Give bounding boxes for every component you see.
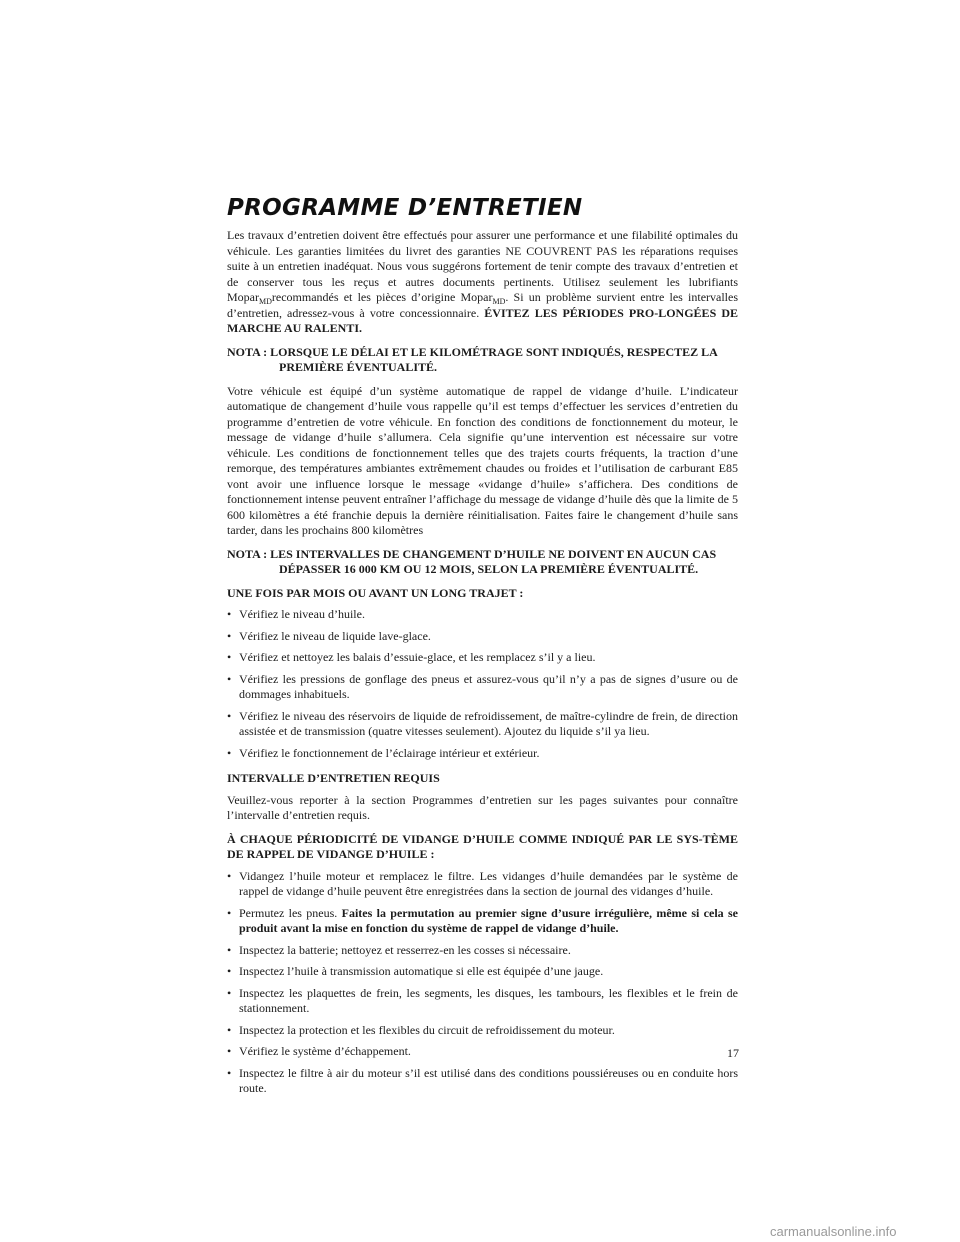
intro-warning: ÉVITEZ LES PÉRIODES PRO-LONGÉES DE MARCHE AU RALENTI. [227,305,738,335]
list-item-text: Vérifiez le système d’échappement. [239,1044,411,1058]
bullet-icon: • [227,985,232,1000]
bullet-icon: • [227,607,232,621]
list-item [227,869,738,900]
list-item [227,964,738,980]
list-item-text: Inspectez les plaquettes de frein, les segments, les disques, les tambours, les flexibles et le frein de stationnement. [239,985,738,1015]
trademark-sub-1: MD [259,297,272,306]
list-item-text: Inspectez la batterie; nettoyez et resserrez-en les cosses si nécessaire. [239,942,571,957]
interval-heading: INTERVALLE D’ENTRETIEN REQUIS [227,771,440,785]
bullet-icon: • [227,1022,232,1037]
list-item [227,746,738,762]
list-item [227,607,738,623]
list-item [227,650,738,666]
bullet-icon: • [227,942,232,957]
oilchange-list [227,869,738,1097]
list-item-text: Vérifiez le niveau de liquide lave-glace. [239,628,431,643]
intro-paragraph [227,228,738,337]
list-item [227,1066,738,1097]
list-item-text: Vérifiez et nettoyez les balais d’essuie-glace, et les remplacez s’il y a lieu. [239,650,596,664]
list-item-text: Vérifiez le niveau d’huile. [239,607,365,621]
list-item [227,709,738,740]
bullet-icon: • [227,964,232,978]
intro-text-2: recommandés et les pièces d’origine Mopar [271,290,493,304]
list-item-text: Permutez les pneus. [239,905,342,920]
oil-reminder-paragraph: Votre véhicule est équipé d’un système automatique de rappel de vidange d’huile. L’indicateur automatique de changement d’huile vous rappelle qu’il est temps d’effectuer les services d’entretien du programme d’entretien de votre véhicule. En fonction des conditions de fonctionnement du moteur, le message de vidange d’huile s’allumera. Cela signifie qu’une intervention est nécessaire sur votre véhicule. Les conditions de fonctionnement telles que des trajets courts fréquents, la traction d’une remorque, des températures ambiantes extrêmement chaudes ou froides et l’utilisation de carburant E85 vont avoir une influence lorsque le message «vidange d’huile» s’affichera. Des conditions de fonctionnement intense peuvent entraîner l’affichage du message de vidange d’huile dès que la limite de 5 600 kilomètres a été franchie depuis la dernière réinitialisation. Faites faire le changement d’huile sans tarder, dans les prochains 800 kilomètres [227,383,738,537]
page-number: 17 [727,1046,739,1060]
interval-text: Veuillez-vous reporter à la section Programmes d’entretien sur les pages suivantes pour connaître l’intervalle d’entretien requis. [227,792,738,822]
list-item-bold-text: Faites la permutation au premier signe d’usure irrégulière, même si cela se produit avant la mise en fonction du système de rappel de vidange d’huile. [239,905,738,935]
list-item-text: Vérifiez le fonctionnement de l’éclairage intérieur et extérieur. [239,745,540,760]
list-item [227,672,738,703]
bullet-icon: • [227,1044,232,1058]
nota-first: NOTA : LORSQUE LE DÉLAI ET LE KILOMÉTRAGE SONT INDIQUÉS, RESPECTEZ LA PREMIÈRE ÉVENTUALITÉ. [227,344,718,374]
bullet-icon: • [227,708,232,723]
document-page [227,194,738,1107]
nota-second: NOTA : LES INTERVALLES DE CHANGEMENT D’HUILE NE DOIVENT EN AUCUN CAS DÉPASSER 16 000 KM OU 12 MOIS, SELON LA PREMIÈRE ÉVENTUALITÉ. [227,546,717,576]
watermark-text: carmanualsonline.info [770,1224,897,1239]
list-item-text: Vérifiez les pressions de gonflage des pneus et assurez-vous qu’il n’y a pas de signes d’usure ou de dommages inhabituels. [239,671,738,701]
monthly-heading: UNE FOIS PAR MOIS OU AVANT UN LONG TRAJET : [227,585,524,600]
list-item [227,1044,738,1060]
page-title: PROGRAMME D’ENTRETIEN [227,195,583,221]
bullet-icon: • [227,650,232,664]
bullet-icon: • [227,905,232,920]
list-item [227,629,738,645]
bullet-icon: • [227,1065,232,1080]
oilchange-heading: À CHAQUE PÉRIODICITÉ DE VIDANGE D’HUILE COMME INDIQUÉ PAR LE SYS-TÈME DE RAPPEL DE VIDANGE D’HUILE : [227,831,738,861]
trademark-sub-2: MD [492,297,506,306]
list-item [227,1023,738,1039]
monthly-list [227,607,738,761]
list-item [227,906,738,937]
list-item-text: Vérifiez le niveau des réservoirs de liquide de refroidissement, de maître-cylindre de frein, de direction assistée et de transmission (quatre vitesses seulement). Ajoutez du liquide s’il ya lieu. [239,708,738,738]
bullet-icon: • [227,745,232,760]
intro-text-3: . Si un problème survient entre les intervalles d’entretien, adressez-vous à votre concessionnaire. [227,290,739,320]
bullet-icon: • [227,671,232,686]
list-item-text: Vidangez l’huile moteur et remplacez le filtre. Les vidanges d’huile demandées par le système de rappel de vidange d’huile peuvent être enregistrées dans la section de journal des vidanges d’huile. [239,868,738,898]
list-item [227,943,738,959]
list-item-text: Inspectez le filtre à air du moteur s’il est utilisé dans des conditions poussiéreuses ou en conduite hors route. [239,1065,738,1095]
bullet-icon: • [227,868,232,883]
list-item-text: Inspectez la protection et les flexibles du circuit de refroidissement du moteur. [239,1022,615,1037]
intro-text-1: Les travaux d’entretien doivent être effectués pour assurer une performance et une filabilité optimales du véhicule. Les garanties limitées du livret des garanties NE COUVRENT PAS les réparations requises suite à un entretien inadéquat. Nous vous suggérons fortement de tenir compte des travaux d’entretien et de conserver tous les reçus et autres documents pertinents. Utilisez seulement les lubrifiants Mopar [227,228,738,304]
bullet-icon: • [227,628,232,643]
list-item-text: Inspectez l’huile à transmission automatique si elle est équipée d’une jauge. [239,964,604,978]
list-item [227,986,738,1017]
